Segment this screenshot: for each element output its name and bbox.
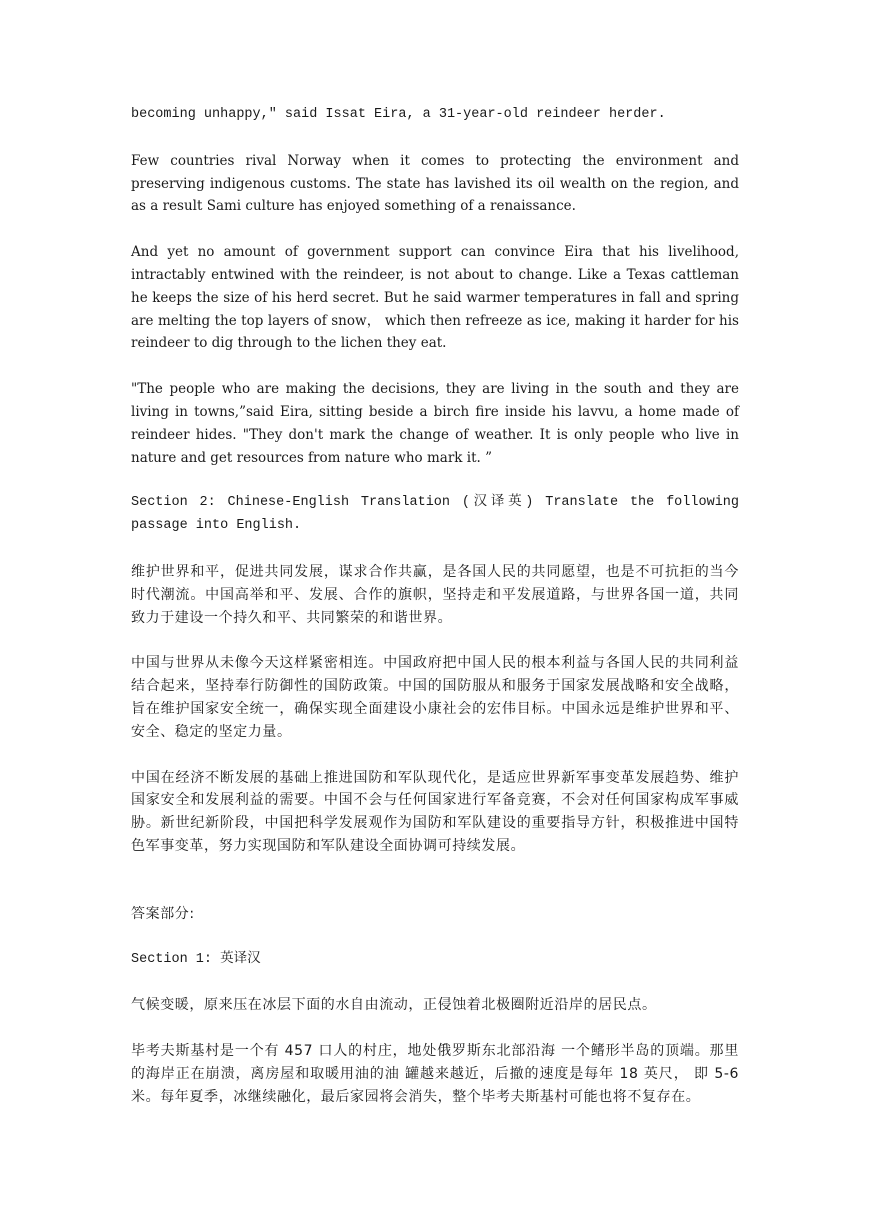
section-1-heading: Section 1: 英译汉 [131, 951, 261, 967]
paragraph-norway: Few countries rival Norway when it comes to protecting the environment and preserving indigenous customs. The state has lavished its oil wealth on the region, and as a result Sami culture has enjoyed something of a renaissance. [131, 152, 739, 215]
document-page [131, 104, 739, 1132]
paragraph-eira-quote: "The people who are making the decisions, they are living in the south and they are living in towns,”said Eira, sitting beside a birch fire inside his lavvu, a home made of reindeer hides. "They don't mark the change of weather. It is only people who live in nature and get resources from nature who mark it. ” [131, 381, 739, 466]
section-2-heading: Section 2: Chinese-English Translation (汉译英) Translate the following passage into English. [131, 495, 739, 534]
answer-paragraph-village: 毕考夫斯基村是一个有 457 口人的村庄，地处俄罗斯东北部沿海 一个鳍形半岛的顶端。那里的海岸正在崩溃，离房屋和取暖用油的油 罐越来越近，后撤的速度是每年 18 英尺， 即 5-6 米。每年夏季，冰继续融化，最后家园将会消失，整个毕考夫斯基村可能也将不复存在。 [131, 1043, 739, 1105]
paragraph-zh-peace: 维护世界和平，促进共同发展，谋求合作共赢，是各国人民的共同愿望，也是不可抗拒的当今时代潮流。中国高举和平、发展、合作的旗帜，坚持走和平发展道路，与世界各国一道，共同致力于建设一个持久和平、共同繁荣的和谐世界。 [131, 563, 739, 626]
paragraph-eira-livelihood: And yet no amount of government support can convince Eira that his livelihood, intractably entwined with the reindeer, is not about to change. Like a Texas cattleman he keeps the size of his herd secret. But he said warmer temperatures in fall and spring are melting the top layers of snow， which then refreeze as ice, making it harder for his reindeer to dig through to the lichen they eat. [131, 244, 739, 352]
paragraph-zh-modernization: 中国在经济不断发展的基础上推进国防和军队现代化，是适应世界新军事变革发展趋势、维护国家安全和发展利益的需要。中国不会与任何国家进行军备竞赛，不会对任何国家构成军事威胁。新世纪新阶段，中国把科学发展观作为国防和军队建设的重要指导方针，积极推进中国特色军事变革，努力实现国防和军队建设全面协调可持续发展。 [131, 769, 739, 854]
answer-paragraph-climate: 气候变暖，原来压在冰层下面的水自由流动，正侵蚀着北极圈附近沿岸的居民点。 [131, 997, 657, 1014]
spacer [131, 881, 739, 903]
paragraph-quote-ending: becoming unhappy," said Issat Eira, a 31-year-old reindeer herder. [131, 107, 666, 122]
paragraph-zh-china-world: 中国与世界从未像今天这样紧密相连。中国政府把中国人民的根本利益与各国人民的共同利益结合起来，坚持奉行防御性的国防政策。中国的国防服从和服务于国家发展战略和安全战略，旨在维护国家安全统一，确保实现全面建设小康社会的宏伟目标。中国永远是维护世界和平、安全、稳定的坚定力量。 [131, 655, 739, 740]
answer-heading: 答案部分: [131, 905, 195, 922]
